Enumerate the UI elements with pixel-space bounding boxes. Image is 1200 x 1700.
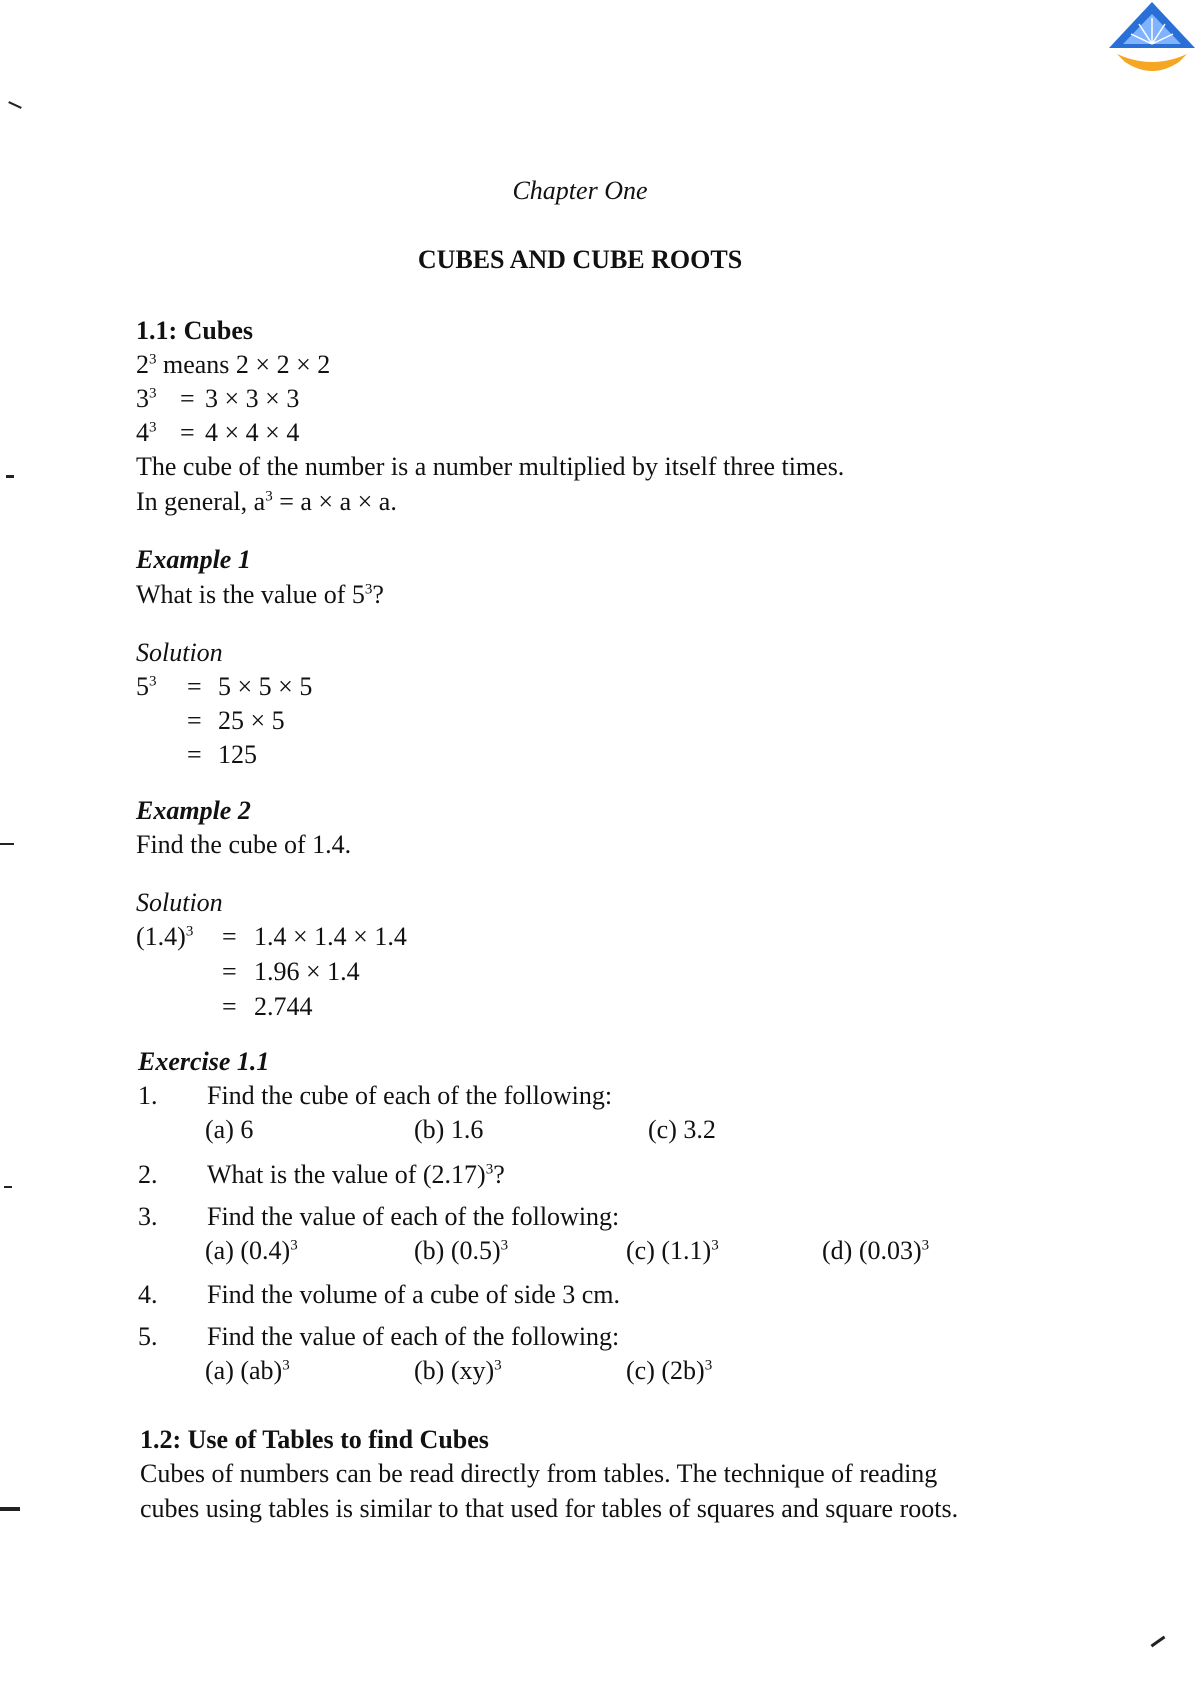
option: (a) 6 <box>205 1115 254 1144</box>
solution-step: 25 × 5 <box>218 706 285 735</box>
solution-step: 5 × 5 × 5 <box>218 672 313 701</box>
solution-lhs: $5^3$ <box>136 672 157 701</box>
equals: = <box>180 418 195 447</box>
question-number: 3. <box>138 1202 158 1231</box>
question-text: Find the value of each of the following: <box>207 1322 620 1351</box>
example-2-label: Example 2 <box>136 796 251 825</box>
section-heading: 1.1: Cubes <box>136 316 254 345</box>
equals: = <box>222 992 237 1021</box>
solution-label: Solution <box>136 888 223 917</box>
chapter-title: CUBES AND CUBE ROOTS <box>417 245 743 274</box>
equals: = <box>187 706 202 735</box>
cube-definition: The cube of the number is a number multiplied by itself three times. <box>136 452 845 481</box>
equals: = <box>187 672 202 701</box>
option: (b) 1.6 <box>414 1115 484 1144</box>
option: (a) $(0.4)^3$ <box>205 1236 298 1265</box>
option: (d) $(0.03)^3$ <box>822 1236 930 1265</box>
cube-line-1: $2^3$ means 2 × 2 × 2 <box>136 350 331 379</box>
cube-line-2: $3^3$ <box>136 384 157 413</box>
equals: = <box>180 384 195 413</box>
paragraph-line: cubes using tables is similar to that used for tables of squares and square roots. <box>140 1494 959 1523</box>
example-1-label: Example 1 <box>136 545 251 574</box>
scan-mark <box>1151 1636 1166 1648</box>
equals: = <box>222 922 237 951</box>
publisher-logo-icon <box>1105 0 1200 85</box>
question-number: 5. <box>138 1322 158 1351</box>
exercise-label: Exercise 1.1 <box>138 1047 270 1076</box>
solution-label: Solution <box>136 638 223 667</box>
scan-mark <box>8 101 22 109</box>
question-text: What is the value of $(2.17)^3$? <box>207 1160 505 1189</box>
example-2-question: Find the cube of 1.4. <box>136 830 352 859</box>
scan-mark <box>0 843 14 845</box>
option: (b) $(0.5)^3$ <box>414 1236 509 1265</box>
cube-line-3-rhs: 4 × 4 × 4 <box>205 418 300 447</box>
question-text: Find the cube of each of the following: <box>207 1081 613 1110</box>
question-text: Find the value of each of the following: <box>207 1202 620 1231</box>
question-number: 2. <box>138 1160 158 1189</box>
solution-step: 125 <box>218 740 257 769</box>
scan-mark <box>0 1507 20 1511</box>
option: (c) $(2b)^3$ <box>626 1356 713 1385</box>
option: (c) 3.2 <box>648 1115 716 1144</box>
cube-line-3: $4^3$ <box>136 418 157 447</box>
solution-lhs: $(1.4)^3$ <box>136 922 194 951</box>
option: (a) (ab)$^3$ <box>205 1356 290 1385</box>
example-1-question: What is the value of $5^3$? <box>136 580 384 609</box>
paragraph-line: Cubes of numbers can be read directly from tables. The technique of reading <box>140 1459 938 1488</box>
scan-mark <box>4 1186 12 1188</box>
option: (b) (xy)$^3$ <box>414 1356 502 1385</box>
question-number: 1. <box>138 1081 158 1110</box>
question-text: Find the volume of a cube of side 3 cm. <box>207 1280 621 1309</box>
option: (c) $(1.1)^3$ <box>626 1236 719 1265</box>
equals: = <box>222 957 237 986</box>
general-formula: In general, $a^3 = a \times a \times a$. <box>136 487 397 516</box>
scan-mark <box>6 475 14 478</box>
equals: = <box>187 740 202 769</box>
cube-line-2-rhs: 3 × 3 × 3 <box>205 384 300 413</box>
chapter-label: Chapter One <box>512 176 648 205</box>
solution-step: 1.96 × 1.4 <box>254 957 360 986</box>
solution-step: 2.744 <box>254 992 313 1021</box>
question-number: 4. <box>138 1280 158 1309</box>
section-heading: 1.2: Use of Tables to find Cubes <box>140 1425 489 1454</box>
solution-step: 1.4 × 1.4 × 1.4 <box>254 922 407 951</box>
